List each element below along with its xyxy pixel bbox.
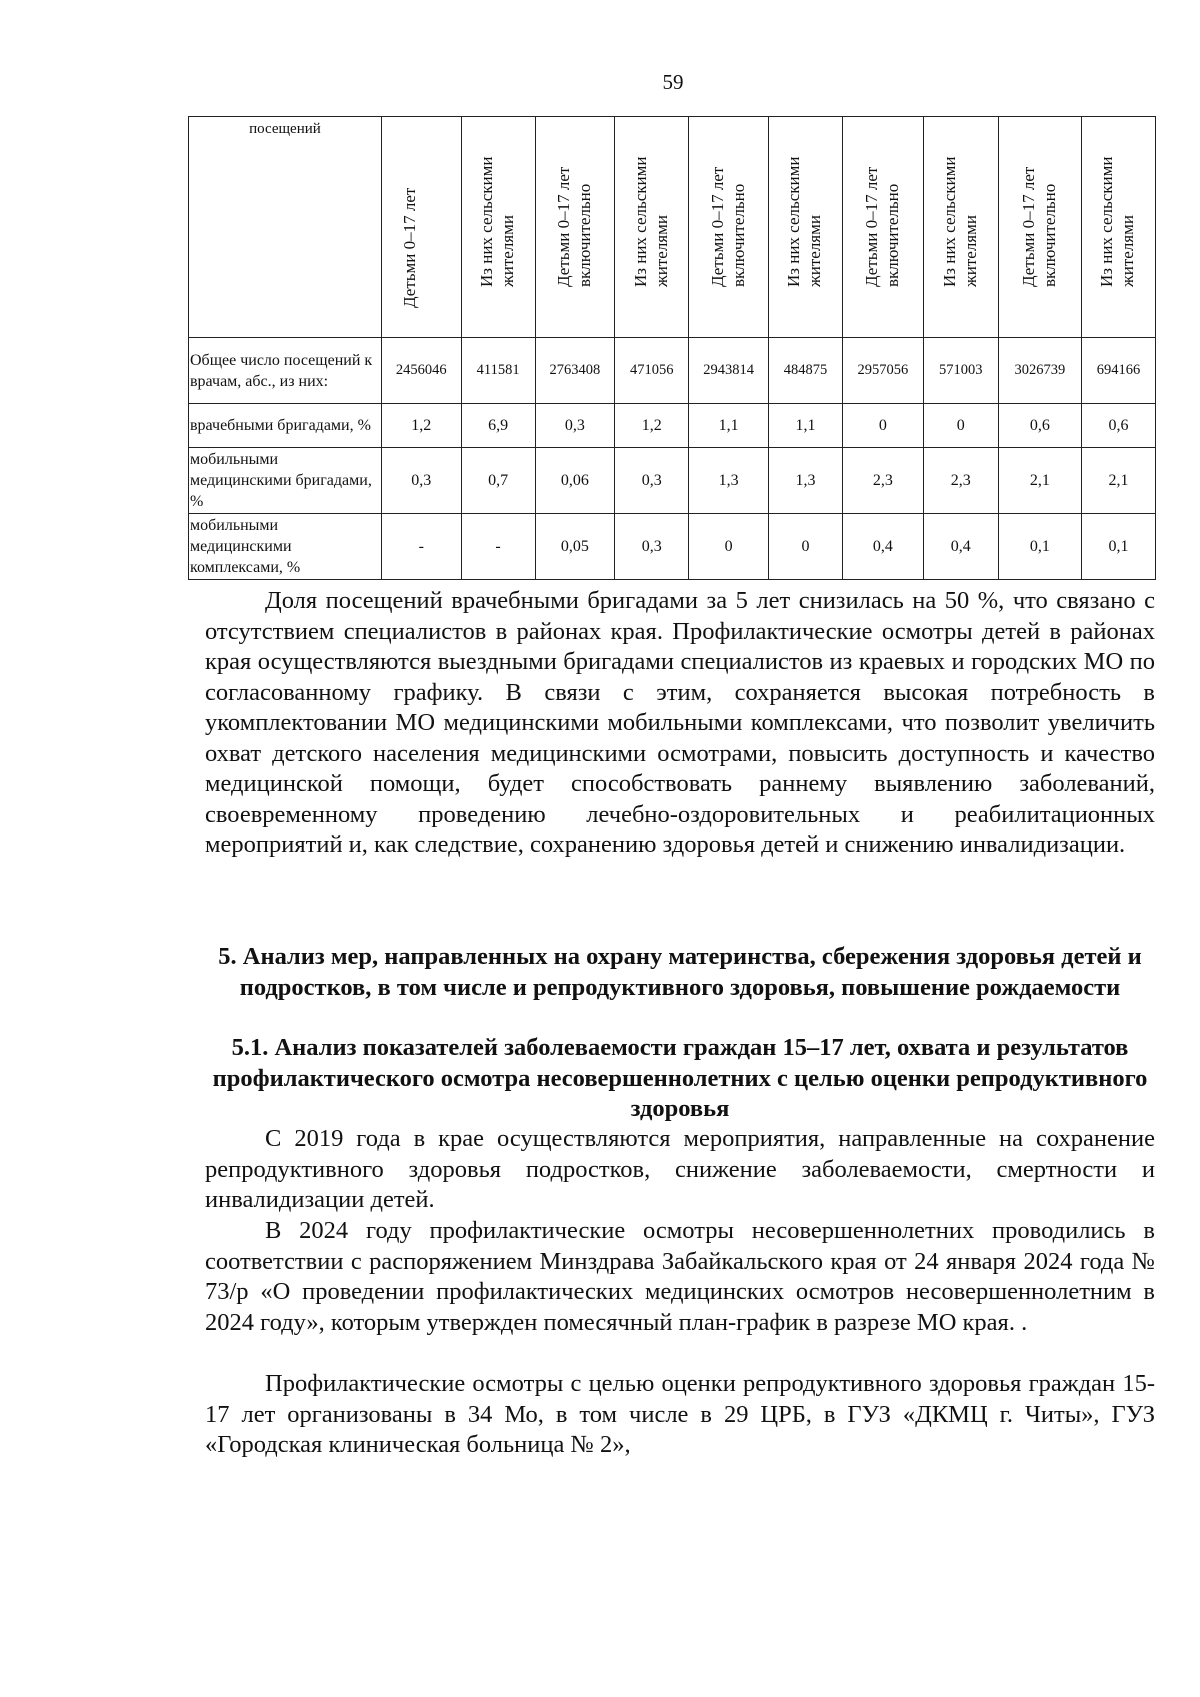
section-heading-5-1: 5.1. Анализ показателей заболеваемости граждан 15–17 лет, охвата и результатов профилактического осмотра несовершеннолетних с целью оценки репродуктивного здоровья	[212, 1034, 1148, 1122]
table-cell: 2957056	[842, 338, 923, 404]
column-header-label: Из них сельскими жителями	[784, 156, 825, 287]
table-cell: 2763408	[535, 338, 615, 404]
section-heading-5: 5. Анализ мер, направленных на охрану материнства, сбережения здоровья детей и подростков, в том числе и репродуктивного здоровья, повышение рождаемости	[218, 943, 1142, 1001]
page-number: 59	[662, 70, 684, 94]
column-header	[1081, 117, 1155, 338]
table-cell: 0,7	[461, 448, 535, 514]
row-label: врачебными бригадами, %	[189, 404, 382, 448]
table-cell: 484875	[768, 338, 842, 404]
paragraph-2024-examinations	[205, 1216, 1155, 1338]
table-row	[189, 448, 1156, 514]
table-cell: 2943814	[689, 338, 769, 404]
column-header-label: Детьми 0–17 лет	[400, 187, 420, 308]
column-header-label: Детьми 0–17 лет включительно	[707, 166, 748, 287]
table-cell: 0	[923, 404, 998, 448]
table-cell: 0,3	[535, 404, 615, 448]
visits-table	[188, 116, 1156, 580]
column-header-label: Из них сельскими жителями	[1097, 156, 1138, 287]
paragraph-text: С 2019 года в крае осуществляются мероприятия, направленные на сохранение репродуктивного здоровья подростков, снижение заболеваемости, смертности и инвалидизации детей.	[205, 1125, 1155, 1213]
table-cell: 694166	[1081, 338, 1155, 404]
table-header-row	[189, 117, 1156, 338]
paragraph-reproductive-health	[205, 1369, 1155, 1461]
table-cell: 2,3	[923, 448, 998, 514]
paragraph-since-2019	[205, 1124, 1155, 1216]
column-header-label: Из них сельскими жителями	[630, 156, 671, 287]
table-cell: 6,9	[461, 404, 535, 448]
column-header-label: Детьми 0–17 лет включительно	[861, 166, 902, 287]
corner-label: посещений	[249, 121, 321, 137]
table-cell: 1,3	[689, 448, 769, 514]
table-cell: 411581	[461, 338, 535, 404]
row-label: мобильными медицинскими бригадами, %	[189, 448, 382, 514]
table-cell: 0,1	[998, 514, 1081, 580]
table-cell: 0,1	[1081, 514, 1155, 580]
table-cell: 0,6	[998, 404, 1081, 448]
table-cell: 1,1	[689, 404, 769, 448]
table-cell: 2,1	[998, 448, 1081, 514]
paragraph-brigades	[205, 586, 1155, 861]
table-cell: 1,3	[768, 448, 842, 514]
table-cell: 0,3	[615, 514, 689, 580]
column-header	[461, 117, 535, 338]
table-cell: 1,1	[768, 404, 842, 448]
column-header	[381, 117, 461, 338]
row-label: мобильными медицинскими комплексами, %	[189, 514, 382, 580]
table-cell: 0	[689, 514, 769, 580]
column-header-label: Детьми 0–17 лет включительно	[553, 166, 594, 287]
corner-header	[189, 117, 382, 338]
column-header	[535, 117, 615, 338]
column-header	[615, 117, 689, 338]
table-cell: 1,2	[381, 404, 461, 448]
column-header-label: Из них сельскими жителями	[477, 156, 518, 287]
table-cell: 0	[768, 514, 842, 580]
table-cell: 0,06	[535, 448, 615, 514]
paragraph-text: Профилактические осмотры с целью оценки репродуктивного здоровья граждан 15-17 лет организованы в 34 Мо, в том числе в 29 ЦРБ, в ГУЗ «ДКМЦ г. Читы», ГУЗ «Городская клиническая больница № 2»,	[205, 1370, 1155, 1458]
column-header	[689, 117, 769, 338]
table-cell: 0,3	[381, 448, 461, 514]
column-header	[768, 117, 842, 338]
row-label: Общее число посещений к врачам, абс., из них:	[189, 338, 382, 404]
table-row	[189, 404, 1156, 448]
table-cell: 0,6	[1081, 404, 1155, 448]
paragraph-text: Доля посещений врачебными бригадами за 5 лет снизилась на 50 %, что связано с отсутствием специалистов в районах края. Профилактические осмотры детей в районах края осуществляются выездными бригадами специалистов из краевых и городских МО по согласованному графику. В связи с этим, сохраняется высокая потребность в укомплектовании МО медицинскими мобильными комплексами, что позволит увеличить охват детского населения медицинскими осмотрами, повысить доступность и качество медицинской помощи, будет способствовать раннему выявлению заболеваний, своевременному проведению лечебно-оздоровительных и реабилитационных мероприятий и, как следствие, сохранению здоровья детей и снижению инвалидизации.	[205, 587, 1155, 858]
table-cell: 3026739	[998, 338, 1081, 404]
table-cell: -	[381, 514, 461, 580]
table-cell: 2456046	[381, 338, 461, 404]
column-header-label: Из них сельскими жителями	[939, 156, 980, 287]
table-cell: 0,3	[615, 448, 689, 514]
table-cell: 571003	[923, 338, 998, 404]
table-cell: 0,4	[923, 514, 998, 580]
column-header-label: Детьми 0–17 лет включительно	[1018, 166, 1059, 287]
table-cell: 0	[842, 404, 923, 448]
table-row	[189, 338, 1156, 404]
table-cell: 1,2	[615, 404, 689, 448]
table-cell: 0,4	[842, 514, 923, 580]
table-cell: -	[461, 514, 535, 580]
column-header	[923, 117, 998, 338]
column-header	[998, 117, 1081, 338]
paragraph-text: В 2024 году профилактические осмотры несовершеннолетних проводились в соответствии с распоряжением Минздрава Забайкальского края от 24 января 2024 года № 73/р «О проведении профилактических медицинских осмотров несовершеннолетним в 2024 году», которым утвержден помесячный план-график в разрезе МО края. .	[205, 1217, 1155, 1336]
table-cell: 471056	[615, 338, 689, 404]
table-cell: 2,1	[1081, 448, 1155, 514]
column-header	[842, 117, 923, 338]
table-cell: 0,05	[535, 514, 615, 580]
table-row	[189, 514, 1156, 580]
table-cell: 2,3	[842, 448, 923, 514]
